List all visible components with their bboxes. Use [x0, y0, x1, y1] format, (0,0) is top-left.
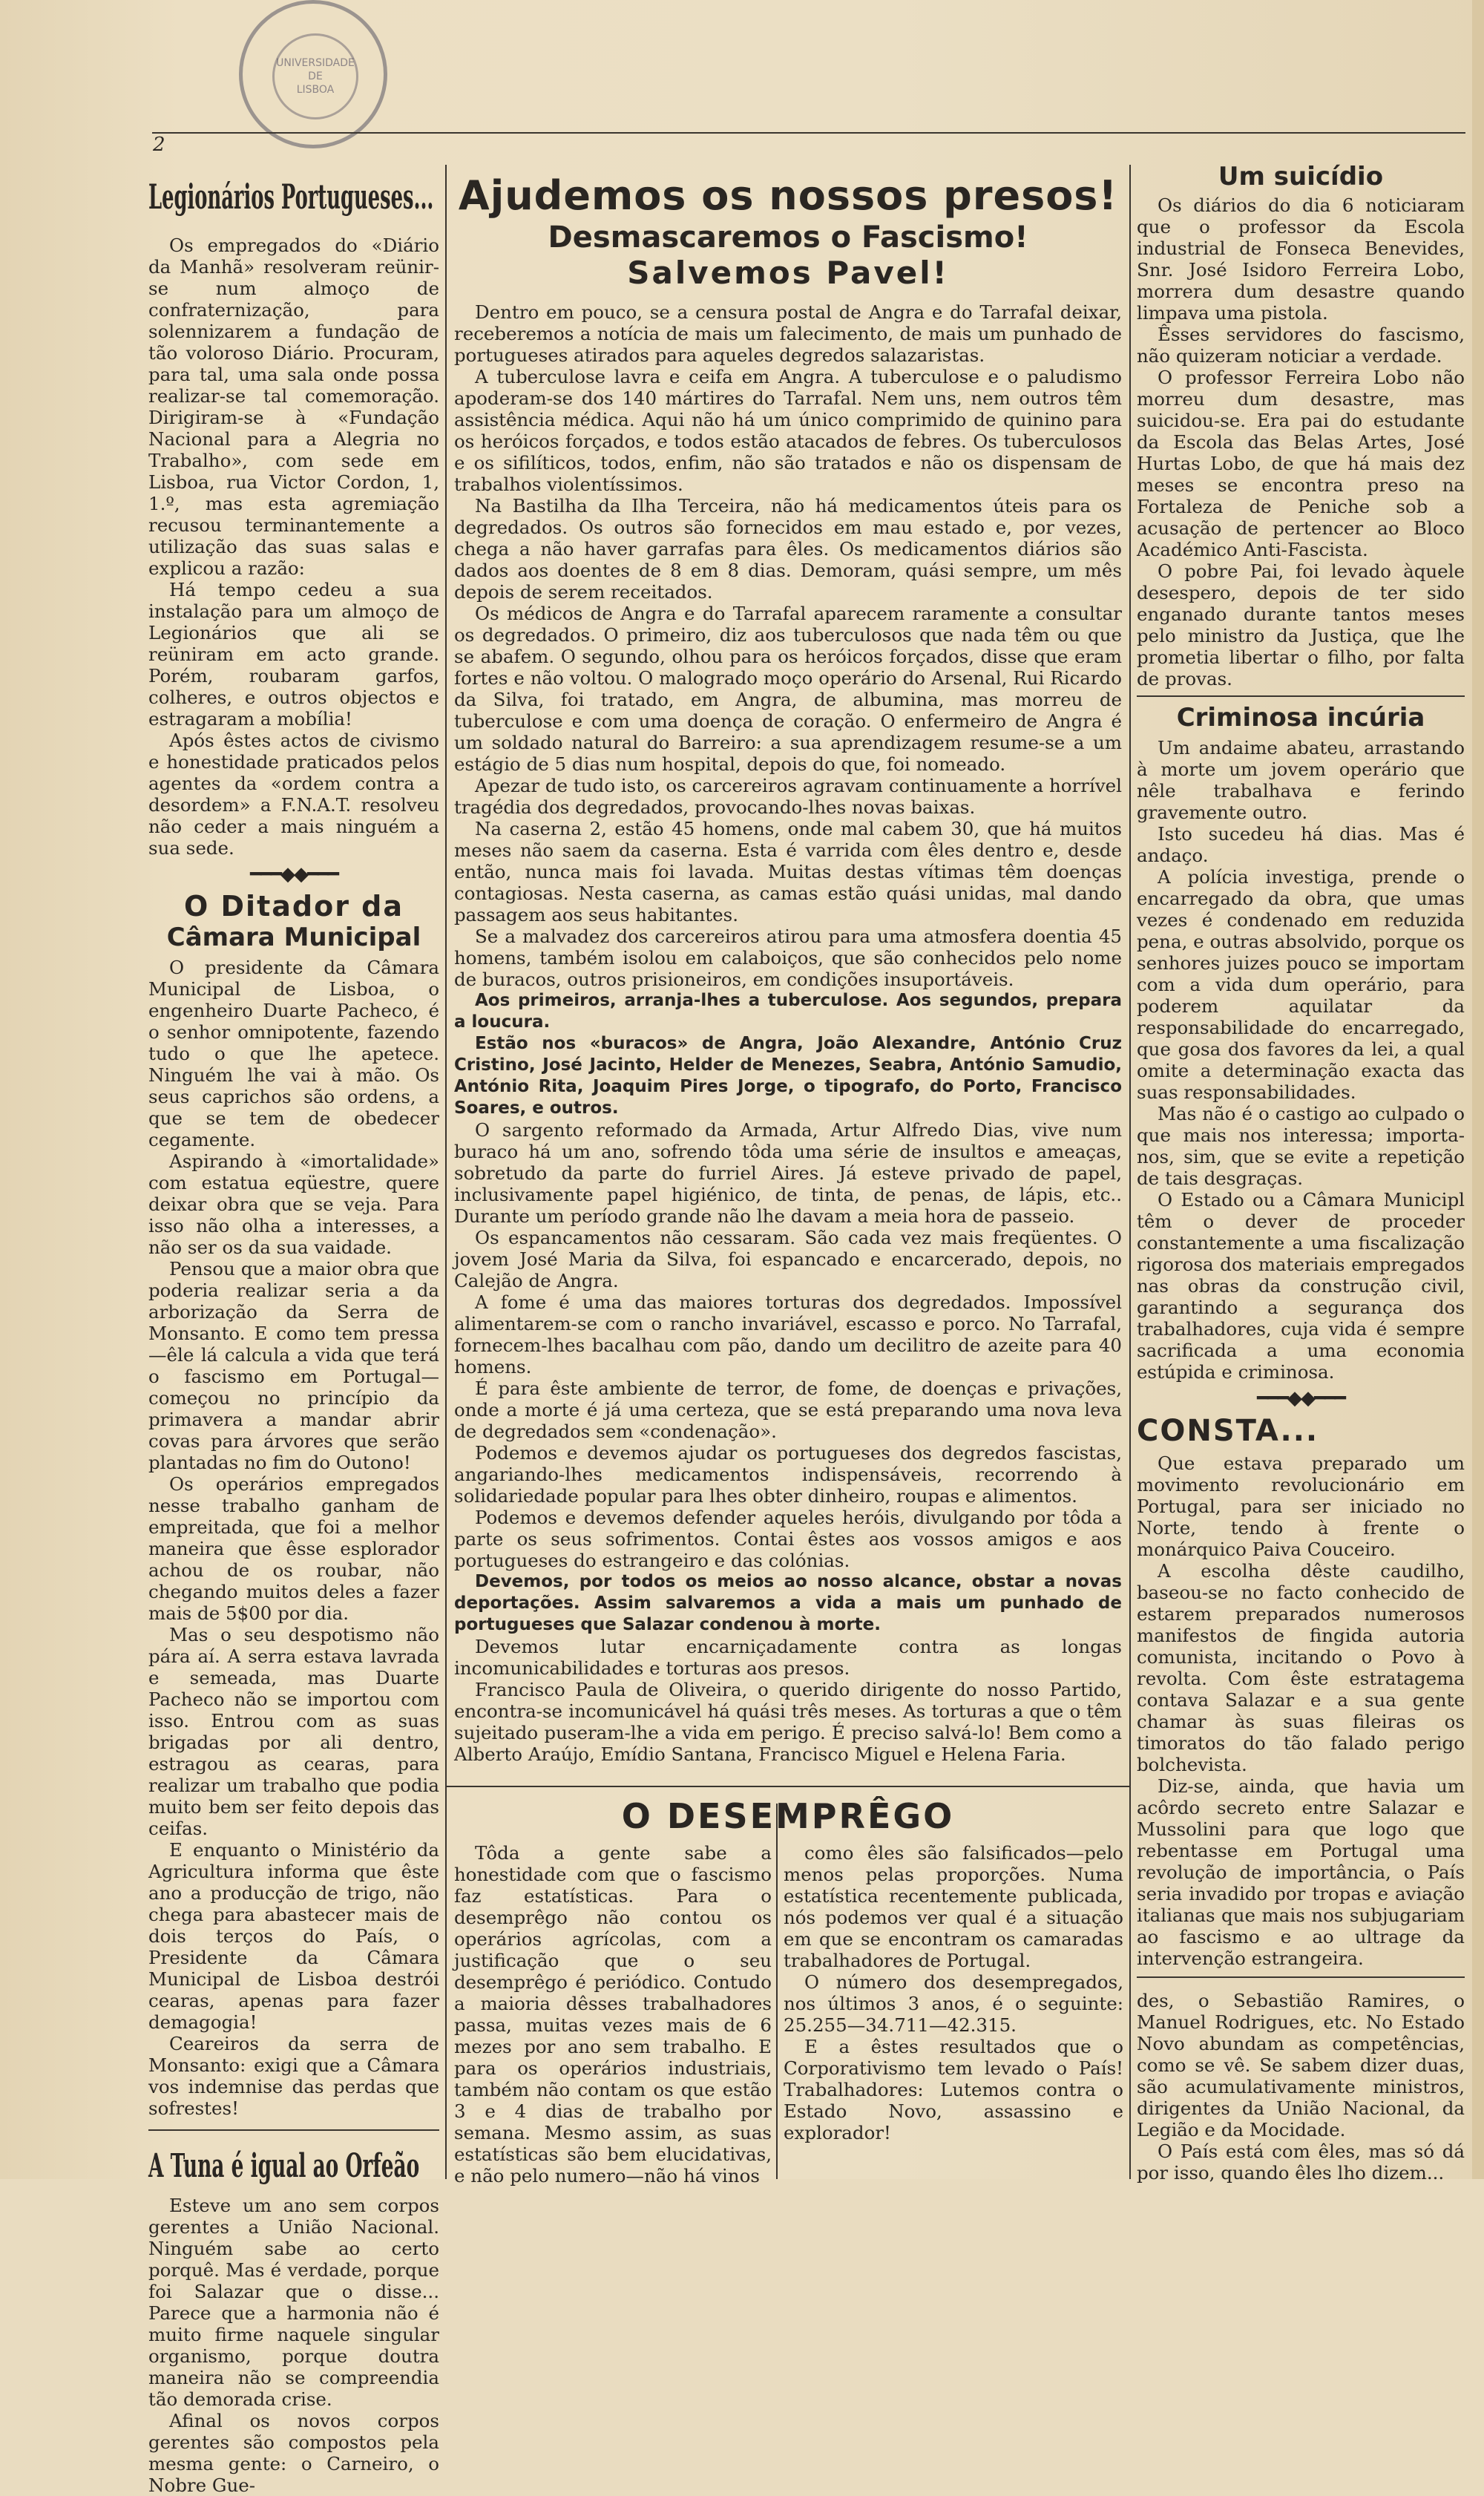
ornament-divider: ━━━◆◆━━━	[1257, 1387, 1345, 1409]
library-stamp	[239, 0, 387, 148]
tail-paragraph: des, o Sebastião Ramires, o Manuel Rodrigues, etc. No Estado Novo abundam as competências, como se vê. Se sabem dizer duas, são acumulativamente ministros, dirigentes da União Nacional, da Legião e da Mocidade.	[1137, 1990, 1465, 2140]
incuria-paragraph: Isto sucedeu há dias. Mas é andaço.	[1137, 823, 1465, 866]
presos-paragraph: Podemos e devemos defender aqueles heróis, divulgando por tôda a parte os seus sofrimentos. Contai êstes aos vossos amigos e aos portugueses do estrangeiro e das colónias.	[454, 1507, 1122, 1571]
suicidio-paragraph: O pobre Pai, foi levado àquele desespero, depois de ter sido enganado durante tantos meses pelo ministro da Justiça, que lhe prometia libertar o filho, por falta de provas.	[1137, 560, 1465, 689]
ditador-paragraph: E enquanto o Ministério da Agricultura informa que êste ano a producção de trigo, não chega para abastecer mais de dois terços do País, o Presidente da Câmara Municipal de Lisboa destrói cearas, apenas para fazer demagogia!	[148, 1839, 439, 2033]
ditador-paragraph: Mas o seu despotismo não pára aí. A serra estava lavrada e semeada, mas Duarte Pacheco não se importou com isso. Entrou com as suas brigadas por ali dentro, estragou as cearas, para realizar um trabalho que podia muito bem ser feito depois das ceifas.	[148, 1624, 439, 1839]
presos-paragraph: Apezar de tudo isto, os carcereiros agravam continuamente a horrível tragédia dos degredados, provocando-lhes novas baixas.	[454, 775, 1122, 818]
desemprego-headline: O DESEMPRÊGO	[621, 1796, 955, 1836]
presos-paragraph: Na Bastilha da Ilha Terceira, não há medicamentos úteis para os degredados. Os outros são fornecidos em mau estado e, por vezes, chega a não haver garrafas para êles. Os medicamentos diários são dados aos doentes de 8 em 8 dias. Demoram, quási sempre, um mês depois de serem receitados.	[454, 495, 1122, 603]
page-edge	[1472, 0, 1484, 2179]
suicidio-paragraph: O professor Ferreira Lobo não morreu dum desastre, mas suicidou-se. Era pai do estudante da Escola das Belas Artes, José Hurtas Lobo, de que há mais dez meses se encontra preso na Fortaleza de Peniche sob a acusação de pertencer ao Bloco Académico Anti-Fascista.	[1137, 367, 1465, 560]
stamp-text-bottom: LISBOA	[296, 84, 335, 96]
consta-paragraph: A escolha dêste caudilho, baseou-se no facto conhecido de estarem preparados numerosos manifestos de fingida autoria comunista, incitando o Povo à revolta. Com êste estratagema contava Salazar e a sua gente chamar às suas fileiras os timoratos do tão falado perigo bolchevista.	[1137, 1560, 1465, 1775]
ornament-divider: ━━━◆◆━━━	[250, 863, 338, 885]
stamp-text-mid: DE	[308, 70, 323, 82]
legionarios-paragraph: Há tempo cedeu a sua instalação para um almoço de Legionários que ali se reüniram em acto grande. Porém, roubaram garfos, colheres, e outros objectos e estragaram a mobília!	[148, 579, 439, 730]
desemprego-paragraph: E a êstes resultados que o Corporativismo tem levado o País! Trabalhadores: Lutemos contra o Estado Novo, assassino e explorador!	[784, 2036, 1123, 2143]
sub-headline-2: Salvemos Pavel!	[627, 255, 949, 291]
suicidio-headline: Um suicídio	[1218, 162, 1384, 191]
ditador-paragraph: O presidente da Câmara Municipal de Lisboa, o engenheiro Duarte Pacheco, é o senhor omnipotente, fazendo tudo o que lhe apetece. Ninguém lhe vai à mão. Os seus caprichos são ordens, a que se tem de obedecer cegamente.	[148, 957, 439, 1150]
presos-paragraph: Na caserna 2, estão 45 homens, onde mal cabem 30, que há muitos meses não saem da caserna. Esta é varrida com êles dentro e, desde então, nunca mais foi lavada. Muitas destas vítimas têm doenças contagiosas. Nesta caserna, as camas estão quási unidas, mal dando passagem aos seus habitantes.	[454, 818, 1122, 926]
desemprego-rule	[445, 1786, 1129, 1787]
presos-bold-paragraph: Estão nos «buracos» de Angra, João Alexandre, António Cruz Cristino, José Jacinto, Helder de Menezes, Seabra, António Samudio, António Rita, Joaquim Pires Jorge, o tipografo, do Porto, Francisco Soares, e outros.	[454, 1034, 1122, 1118]
section-rule	[1137, 695, 1465, 697]
ditador-paragraph: Aspirando à «imortalidade» com estatua eqüestre, quere deixar obra que se veja. Para isso não olha a interesses, a não ser os da sua vaidade.	[148, 1150, 439, 1258]
presos-paragraph: É para êste ambiente de terror, de fome, de doenças e privações, onde a morte é já uma certeza, que se está preparando uma nova leva de degredados sem «condenação».	[454, 1378, 1122, 1442]
incuria-headline: Criminosa incúria	[1176, 703, 1425, 733]
presos-paragraph: Os médicos de Angra e do Tarrafal aparecem raramente a consultar os degredados. O primeiro, diz aos tuberculosos que nada têm ou que se abafem. O segundo, olhou para os heróicos forçados, disse que eram fortes e não voltou. O malogrado moço operário do Arsenal, Rui Ricardo da Silva, foi tratado, em Angra, de albumina, mas morreu de tuberculose e com uma doença de coração. O enfermeiro de Angra é um soldado natural do Barreiro: a sua aprendizagem resume-se a um estágio de 5 dias num hospital, depois do que, foi nomeado.	[454, 603, 1122, 775]
page-number: 2	[153, 134, 165, 156]
ditador-paragraph: Ceareiros da serra de Monsanto: exigi que a Câmara vos indemnise das perdas que sofrestes!	[148, 2033, 439, 2119]
presos-bold-paragraph: Devemos, por todos os meios ao nosso alcance, obstar a novas deportações. Assim salvaremos a vida a mais um punhado de portugueses que Salazar condenou à morte.	[454, 1572, 1122, 1634]
column-rule-2	[1129, 165, 1131, 2179]
presos-paragraph: Podemos e devemos ajudar os portugueses dos degredos fascistas, angariando-lhes medicamentos indispensáveis, recorrendo à solidariedade popular para lhes obter dinheiro, roupas e alimentos.	[454, 1442, 1122, 1507]
incuria-paragraph: A polícia investiga, prende o encarregado da obra, que umas vezes é condenado em reduzida pena, e outras absolvido, porque os senhores juizes pouco se importam com a vida dum operário, para poderem aquilatar da responsabilidade do encarregado, que gosa dos favores da lei, a qual omite a determinação exacta das suas responsabilidades.	[1137, 866, 1465, 1103]
column-1	[148, 177, 439, 2496]
presos-paragraph: Francisco Paula de Oliveira, o querido dirigente do nosso Partido, encontra-se incomunicável há quási três meses. As torturas a que o têm sujeitado puseram-lhe a vida em perigo. É preciso salvá-lo! Bem como a Alberto Araújo, Emídio Santana, Francisco Miguel e Helena Faria.	[454, 1679, 1122, 1765]
presos-paragraph: Devemos lutar encarniçadamente contra as longas incomunicabilidades e torturas aos presos.	[454, 1636, 1122, 1679]
main-headline: Ajudemos os nossos presos!	[458, 172, 1118, 219]
desemprego-paragraph: Tôda a gente sabe a honestidade com que o fascismo faz estatísticas. Para o desemprêgo não contou os operários agrícolas, com a justificação que o seu desemprêgo é periódico. Contudo a maioria dêsses trabalhadores passa, muitas vezes mais de 6 mezes por ano sem trabalho. E para os operários industriais, também não contam os que estão 3 e 4 dias de trabalho por semana. Mesmo assim, as suas estatísticas são bem elucidativas, e não pelo numero—não há vinos	[454, 1842, 772, 2187]
consta-paragraph: Diz-se, ainda, que havia um acôrdo secreto entre Salazar e Mussolini para que logo que rebentasse em Portugal uma revolução de importância, o País seria invadido por tropas e aviação italianas que mais nos subjugariam ao fascismo e ao ultrage da intervenção estrangeira.	[1137, 1775, 1465, 1969]
presos-paragraph: Dentro em pouco, se a censura postal de Angra e do Tarrafal deixar, receberemos a notícia de mais um falecimento, de mais um punhado de portugueses atirados para aqueles degredos salazaristas.	[454, 301, 1122, 366]
consta-headline: CONSTA...	[1137, 1414, 1319, 1448]
top-rule	[152, 132, 1465, 134]
presos-paragraph: O sargento reformado da Armada, Artur Alfredo Dias, vive num buraco há um ano, sofrendo tôda uma série de insultos e ameaças, sobretudo da parte do furriel Aires. Já esteve privado de papel, inclusivamente papel higiénico, de tinta, de penas, de lápis, etc.. Durante um período grande não lhe davam a meia hora de passeio.	[454, 1119, 1122, 1227]
tail-paragraph: O País está com êles, mas só dá por isso, quando êles lho dizem...	[1137, 2140, 1465, 2184]
section-rule	[1137, 1976, 1465, 1978]
ditador-headline-1: O Ditador da	[183, 890, 404, 923]
presos-paragraph: A tuberculose lavra e ceifa em Angra. A tuberculose e o paludismo apoderam-se dos 140 mártires do Tarrafal. Nem uns, nem outros têm assistência médica. Aqui não há um único comprimido de quinino para os heróicos forçados, e todos estão atacados de febres. Os tuberculosos e os sifilíticos, todos, enfim, não são tratados e não os dispensam de trabalhos violentíssimos.	[454, 366, 1122, 495]
ditador-headline-2: Câmara Municipal	[166, 923, 421, 952]
column-4	[1137, 162, 1465, 2184]
ditador-paragraph: Os operários empregados nesse trabalho ganham de empreitada, que foi a melhor maneira que êsse esplorador achou de os roubar, não chegando muitos deles a fazer mais de 5$00 por dia.	[148, 1473, 439, 1624]
consta-paragraph: Que estava preparado um movimento revolucionário em Portugal, para ser iniciado no Norte, tendo à frente o monárquico Paiva Couceiro.	[1137, 1452, 1465, 1560]
desemprego-paragraph: como êles são falsificados—pelo menos pelas proporções. Numa estatística recentemente publicada, nós podemos ver qual é a situação em que se encontram os camaradas trabalhadores de Portugal.	[784, 1842, 1123, 1971]
presos-paragraph: A fome é uma das maiores torturas dos degredados. Impossível alimentarem-se com o rancho invariável, escasso e porco. No Tarrafal, fornecem-lhes bacalhau com pão, dando um decilitro de azeite para 40 homens.	[454, 1291, 1122, 1378]
stamp-center	[272, 33, 358, 119]
stamp-text-top: UNIVERSIDADE	[276, 56, 355, 69]
legionarios-paragraph: Os empregados do «Diário da Manhã» resolveram reünir-se num almoço de confraternização, para solennizarem a fundação de tão voloroso Diário. Procuram, para tal, uma sala onde possa realizar-se tal comemoração. Dirigiram-se à «Fundação Nacional para a Alegria no Trabalho», com sede em Lisboa, rua Victor Cordon, 1, 1.º, mas esta agremiação recusou terminantemente a utilização das suas salas e explicou a razão:	[148, 235, 439, 579]
suicidio-paragraph: Os diários do dia 6 noticiaram que o professor da Escola industrial de Fonseca Benevides, Snr. José Isidoro Ferreira Lobo, morrera dum desastre quando limpava uma pistola.	[1137, 194, 1465, 324]
desemprego-paragraph: O número dos desempregados, nos últimos 3 anos, é o seguinte: 25.255—34.711—42.315.	[784, 1971, 1123, 2036]
legionarios-paragraph: Após êstes actos de civismo e honestidade praticados pelos agentes da «ordem contra a desordem» a F.N.A.T. resolveu não ceder a mais ninguém a sua sede.	[148, 730, 439, 859]
column-2	[454, 172, 1122, 1783]
incuria-paragraph: Um andaime abateu, arrastando à morte um jovem operário que nêle trabalhava e ferindo gravemente outro.	[1137, 737, 1465, 823]
tuna-headline: A Tuna é igual ao Orfeão	[148, 2147, 420, 2185]
presos-paragraph: Se a malvadez dos carcereiros atirou para uma atmosfera doentia 45 homens, também isolou em calaboiços, que são conhecidos pelo nome de buracos, outros prisioneiros, em condições insuportáveis.	[454, 926, 1122, 990]
desemprego-column-left	[454, 1842, 772, 2187]
legionarios-headline: Legionários Portugueses...	[148, 177, 434, 217]
desemprego-column-right	[784, 1842, 1123, 2179]
suicidio-paragraph: Êsses servidores do fascismo, não quizeram noticiar a verdade.	[1137, 324, 1465, 367]
incuria-paragraph: O Estado ou a Câmara Municipl têm o dever de proceder constantemente a uma fiscalização rigorosa dos materiais empregados nas obras da construção civil, garantindo a segurança dos trabalhadores, cuja vida é sempre sacrificada a uma economia estúpida e criminosa.	[1137, 1189, 1465, 1383]
column-rule-1	[445, 165, 447, 2179]
presos-bold-paragraph: Aos primeiros, arranja-lhes a tuberculose. Aos segundos, prepara a loucura.	[454, 991, 1122, 1032]
ditador-paragraph: Pensou que a maior obra que poderia realizar seria a da arborização da Serra de Monsanto. E como tem pressa—êle lá calcula a vida que terá o fascismo em Portugal—começou no princípio da primavera a mandar abrir covas para árvores que serão plantadas no fim do Outono!	[148, 1258, 439, 1473]
tuna-paragraph: Esteve um ano sem corpos gerentes a União Nacional. Ninguém sabe ao certo porquê. Mas é verdade, porque foi Salazar que o disse... Parece que a harmonia não é muito firme naquele singular organismo, porque doutra maneira não se compreendia tão demorada crise.	[148, 2195, 439, 2410]
incuria-paragraph: Mas não é o castigo ao culpado o que mais nos interessa; importa-nos, sim, que se evite a repetição de tais desgraças.	[1137, 1103, 1465, 1189]
sub-headline-1: Desmascaremos o Fascismo!	[548, 220, 1028, 255]
section-rule	[148, 2129, 439, 2131]
presos-paragraph: Os espancamentos não cessaram. São cada vez mais freqüentes. O jovem José Maria da Silva, foi espancado e encarcerado, depois, no Calejão de Angra.	[454, 1227, 1122, 1291]
tuna-paragraph: Afinal os novos corpos gerentes são compostos pela mesma gente: o Carneiro, o Nobre Gue-	[148, 2410, 439, 2496]
column-rule-3	[776, 1804, 778, 2179]
